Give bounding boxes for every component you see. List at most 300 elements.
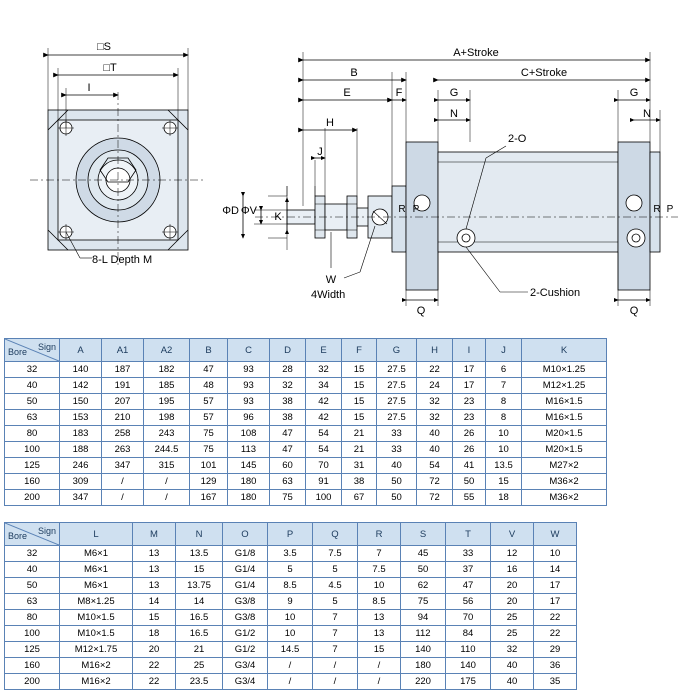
cell-g: 27.5 (377, 362, 417, 378)
cell-f: 38 (342, 474, 377, 490)
column-header-h: H (417, 339, 453, 362)
cell-a1: 187 (102, 362, 144, 378)
cell-m: 15 (133, 610, 176, 626)
cell-s: 50 (401, 562, 446, 578)
cell-e: 32 (306, 362, 342, 378)
cell-j: 15 (486, 474, 522, 490)
table-row (5, 658, 577, 674)
label-p-right: P (666, 204, 674, 215)
table-row (5, 546, 577, 562)
column-header-n: N (176, 523, 223, 546)
bore-value: 40 (5, 562, 60, 578)
cell-a1: / (102, 474, 144, 490)
cell-q: 7 (313, 642, 358, 658)
cell-f: 21 (342, 426, 377, 442)
cell-t: 175 (446, 674, 491, 690)
cell-m: 18 (133, 626, 176, 642)
cell-i: 17 (453, 362, 486, 378)
column-header-t: T (446, 523, 491, 546)
table-row (5, 642, 577, 658)
cell-n: 13.75 (176, 578, 223, 594)
cell-a: 140 (60, 362, 102, 378)
column-header-w: W (534, 523, 577, 546)
cell-o: G1/2 (223, 626, 268, 642)
label-e: E (343, 87, 351, 99)
column-header-v: V (491, 523, 534, 546)
cell-j: 8 (486, 410, 522, 426)
dimension-table-1 (4, 338, 607, 506)
cell-j: 7 (486, 378, 522, 394)
bore-value: 160 (5, 658, 60, 674)
cell-r: 10 (358, 578, 401, 594)
cell-e: 100 (306, 490, 342, 506)
cell-p: / (268, 658, 313, 674)
column-header-m: M (133, 523, 176, 546)
cell-a2: / (144, 490, 190, 506)
cell-h: 22 (417, 362, 453, 378)
cell-s: 94 (401, 610, 446, 626)
cell-m: 13 (133, 546, 176, 562)
cell-o: G1/4 (223, 562, 268, 578)
table-row (5, 490, 607, 506)
cell-a: 153 (60, 410, 102, 426)
table-row (5, 578, 577, 594)
cell-a1: 207 (102, 394, 144, 410)
column-header-e: E (306, 339, 342, 362)
cell-a: 188 (60, 442, 102, 458)
cell-p: 8.5 (268, 578, 313, 594)
dimension-table-1-wrap (4, 338, 607, 506)
table2-corner-sign: Sign (37, 526, 56, 536)
cell-i: 26 (453, 426, 486, 442)
cell-n: 13.5 (176, 546, 223, 562)
cell-d: 75 (270, 490, 306, 506)
bore-value: 80 (5, 610, 60, 626)
cell-q: 5 (313, 562, 358, 578)
dimension-table-2-wrap (4, 522, 577, 690)
cell-a2: 198 (144, 410, 190, 426)
column-header-o: O (223, 523, 268, 546)
cell-q: 7 (313, 610, 358, 626)
column-header-a2: A2 (144, 339, 190, 362)
cell-m: 22 (133, 674, 176, 690)
cell-c: 93 (228, 362, 270, 378)
cell-n: 25 (176, 658, 223, 674)
cell-s: 112 (401, 626, 446, 642)
cell-c: 180 (228, 474, 270, 490)
bore-value: 32 (5, 362, 60, 378)
cell-d: 47 (270, 426, 306, 442)
cell-h: 40 (417, 426, 453, 442)
cell-w: 17 (534, 578, 577, 594)
cell-l: M10×1.5 (60, 626, 133, 642)
cell-o: G3/8 (223, 594, 268, 610)
table-row (5, 562, 577, 578)
cell-g: 27.5 (377, 394, 417, 410)
cell-a2: 185 (144, 378, 190, 394)
cell-g: 33 (377, 442, 417, 458)
cell-w: 36 (534, 658, 577, 674)
cell-a1: 191 (102, 378, 144, 394)
cell-i: 23 (453, 394, 486, 410)
table-row (5, 594, 577, 610)
cell-q: / (313, 658, 358, 674)
cell-n: 23.5 (176, 674, 223, 690)
cell-l: M16×2 (60, 674, 133, 690)
cell-l: M12×1.75 (60, 642, 133, 658)
cell-l: M6×1 (60, 546, 133, 562)
cell-f: 21 (342, 442, 377, 458)
cell-b: 48 (190, 378, 228, 394)
cell-a: 142 (60, 378, 102, 394)
bore-value: 100 (5, 442, 60, 458)
label-q-left: Q (416, 305, 426, 317)
cell-i: 55 (453, 490, 486, 506)
table-row (5, 610, 577, 626)
cell-n: 16.5 (176, 626, 223, 642)
cell-p: 10 (268, 610, 313, 626)
cell-n: 21 (176, 642, 223, 658)
cell-a: 150 (60, 394, 102, 410)
label-2-o: 2-O (508, 133, 527, 145)
cell-h: 24 (417, 378, 453, 394)
column-header-a1: A1 (102, 339, 144, 362)
cell-e: 42 (306, 394, 342, 410)
cell-t: 56 (446, 594, 491, 610)
cell-r: 15 (358, 642, 401, 658)
cell-f: 15 (342, 362, 377, 378)
table-row (5, 410, 607, 426)
cell-s: 220 (401, 674, 446, 690)
cell-o: G1/2 (223, 642, 268, 658)
cell-q: 7.5 (313, 546, 358, 562)
cell-e: 70 (306, 458, 342, 474)
cell-h: 54 (417, 458, 453, 474)
cell-q: / (313, 674, 358, 690)
cell-a2: 315 (144, 458, 190, 474)
label-square-s: □S (97, 41, 111, 53)
table-header-row (5, 523, 577, 546)
cell-d: 47 (270, 442, 306, 458)
cell-k: M36×2 (522, 490, 607, 506)
cell-m: 22 (133, 658, 176, 674)
column-header-i: I (453, 339, 486, 362)
cell-a: 347 (60, 490, 102, 506)
cell-v: 25 (491, 610, 534, 626)
cell-v: 40 (491, 674, 534, 690)
bore-value: 63 (5, 594, 60, 610)
cell-c: 93 (228, 378, 270, 394)
cell-k: M16×1.5 (522, 410, 607, 426)
table-row (5, 378, 607, 394)
cell-b: 47 (190, 362, 228, 378)
cell-i: 23 (453, 410, 486, 426)
cell-f: 31 (342, 458, 377, 474)
cell-w: 17 (534, 594, 577, 610)
label-q-right: Q (629, 305, 639, 317)
cell-r: 8.5 (358, 594, 401, 610)
cell-k: M20×1.5 (522, 426, 607, 442)
cell-f: 15 (342, 394, 377, 410)
cell-l: M8×1.25 (60, 594, 133, 610)
cell-a2: 182 (144, 362, 190, 378)
cell-d: 32 (270, 378, 306, 394)
cell-t: 84 (446, 626, 491, 642)
cell-k: M10×1.25 (522, 362, 607, 378)
cell-s: 180 (401, 658, 446, 674)
column-header-c: C (228, 339, 270, 362)
bore-value: 160 (5, 474, 60, 490)
cell-j: 10 (486, 442, 522, 458)
cell-i: 26 (453, 442, 486, 458)
label-phi-d: ΦD (222, 205, 239, 217)
column-header-j: J (486, 339, 522, 362)
cell-p: / (268, 674, 313, 690)
label-c-stroke: C+Stroke (520, 67, 568, 79)
cell-g: 50 (377, 474, 417, 490)
cell-q: 4.5 (313, 578, 358, 594)
cell-v: 25 (491, 626, 534, 642)
cell-n: 16.5 (176, 610, 223, 626)
cell-t: 110 (446, 642, 491, 658)
cell-d: 63 (270, 474, 306, 490)
bore-value: 63 (5, 410, 60, 426)
cell-j: 10 (486, 426, 522, 442)
cell-j: 13.5 (486, 458, 522, 474)
cell-o: G1/4 (223, 578, 268, 594)
cell-p: 5 (268, 562, 313, 578)
cell-w: 22 (534, 610, 577, 626)
cell-f: 15 (342, 378, 377, 394)
cell-p: 3.5 (268, 546, 313, 562)
cell-v: 20 (491, 594, 534, 610)
cell-t: 70 (446, 610, 491, 626)
cell-a: 183 (60, 426, 102, 442)
cell-r: / (358, 674, 401, 690)
cell-l: M10×1.5 (60, 610, 133, 626)
label-g-left: G (449, 87, 459, 99)
cell-a2: / (144, 474, 190, 490)
cell-w: 14 (534, 562, 577, 578)
bore-value: 100 (5, 626, 60, 642)
cell-d: 38 (270, 410, 306, 426)
table-row (5, 674, 577, 690)
cell-k: M36×2 (522, 474, 607, 490)
cell-a2: 244.5 (144, 442, 190, 458)
column-header-b: B (190, 339, 228, 362)
label-r-right: R (653, 204, 661, 215)
cell-m: 20 (133, 642, 176, 658)
table-row (5, 458, 607, 474)
bore-value: 50 (5, 578, 60, 594)
cell-l: M16×2 (60, 658, 133, 674)
cell-b: 75 (190, 426, 228, 442)
cell-b: 57 (190, 410, 228, 426)
cell-l: M6×1 (60, 578, 133, 594)
cell-e: 34 (306, 378, 342, 394)
table-row (5, 362, 607, 378)
cell-e: 54 (306, 442, 342, 458)
cell-o: G3/8 (223, 610, 268, 626)
column-header-g: G (377, 339, 417, 362)
cell-t: 47 (446, 578, 491, 594)
cell-l: M6×1 (60, 562, 133, 578)
cell-i: 41 (453, 458, 486, 474)
bore-value: 32 (5, 546, 60, 562)
cell-c: 180 (228, 490, 270, 506)
cell-p: 10 (268, 626, 313, 642)
cell-a1: 210 (102, 410, 144, 426)
table1-corner-bore: Bore (8, 347, 28, 357)
bore-value: 125 (5, 642, 60, 658)
label-g-right: G (629, 87, 639, 99)
cell-w: 29 (534, 642, 577, 658)
cell-r: / (358, 658, 401, 674)
cell-t: 37 (446, 562, 491, 578)
cell-k: M27×2 (522, 458, 607, 474)
cell-g: 33 (377, 426, 417, 442)
cell-s: 140 (401, 642, 446, 658)
label-4width: 4Width (311, 289, 346, 301)
cell-n: 15 (176, 562, 223, 578)
cell-b: 167 (190, 490, 228, 506)
cell-c: 108 (228, 426, 270, 442)
cell-w: 22 (534, 626, 577, 642)
column-header-r: R (358, 523, 401, 546)
bore-value: 40 (5, 378, 60, 394)
bore-value: 200 (5, 674, 60, 690)
cell-e: 91 (306, 474, 342, 490)
cell-v: 20 (491, 578, 534, 594)
cell-r: 13 (358, 610, 401, 626)
cell-p: 14.5 (268, 642, 313, 658)
cell-a1: 258 (102, 426, 144, 442)
cell-c: 96 (228, 410, 270, 426)
cell-r: 13 (358, 626, 401, 642)
label-r-left: R (398, 204, 406, 215)
label-square-t: □T (103, 62, 117, 74)
cell-a: 309 (60, 474, 102, 490)
table-header-row (5, 339, 607, 362)
cell-e: 42 (306, 410, 342, 426)
drawing-svg (0, 0, 700, 320)
column-header-k: K (522, 339, 607, 362)
cell-a1: 347 (102, 458, 144, 474)
table2-corner-bore: Bore (8, 531, 28, 541)
table-row (5, 394, 607, 410)
label-n-right: N (643, 108, 651, 120)
table-row (5, 626, 577, 642)
cell-v: 32 (491, 642, 534, 658)
cell-b: 57 (190, 394, 228, 410)
cell-a2: 195 (144, 394, 190, 410)
label-k: K (274, 211, 282, 223)
technical-drawing (0, 0, 700, 320)
cell-q: 7 (313, 626, 358, 642)
cell-j: 6 (486, 362, 522, 378)
cell-j: 8 (486, 394, 522, 410)
cell-i: 17 (453, 378, 486, 394)
cell-v: 40 (491, 658, 534, 674)
cell-h: 72 (417, 474, 453, 490)
label-n-left: N (450, 108, 458, 120)
cell-s: 62 (401, 578, 446, 594)
dimension-table-2 (4, 522, 577, 690)
cell-r: 7.5 (358, 562, 401, 578)
cell-b: 129 (190, 474, 228, 490)
column-header-s: S (401, 523, 446, 546)
cell-h: 72 (417, 490, 453, 506)
label-p-left: P (412, 204, 420, 215)
table2-corner-cell (5, 523, 60, 546)
cell-k: M20×1.5 (522, 442, 607, 458)
column-header-a: A (60, 339, 102, 362)
table-row (5, 442, 607, 458)
cell-c: 113 (228, 442, 270, 458)
cell-s: 75 (401, 594, 446, 610)
cell-g: 50 (377, 490, 417, 506)
cell-c: 93 (228, 394, 270, 410)
cell-o: G3/4 (223, 658, 268, 674)
cell-f: 67 (342, 490, 377, 506)
cell-t: 140 (446, 658, 491, 674)
cell-h: 32 (417, 410, 453, 426)
cell-m: 13 (133, 578, 176, 594)
cell-d: 28 (270, 362, 306, 378)
label-h: H (326, 117, 334, 129)
cell-f: 15 (342, 410, 377, 426)
column-header-f: F (342, 339, 377, 362)
cell-a: 246 (60, 458, 102, 474)
bore-value: 80 (5, 426, 60, 442)
cell-s: 45 (401, 546, 446, 562)
label-a-stroke: A+Stroke (453, 47, 499, 59)
cell-b: 101 (190, 458, 228, 474)
cell-b: 75 (190, 442, 228, 458)
cell-g: 27.5 (377, 378, 417, 394)
table1-corner-cell (5, 339, 60, 362)
label-b: B (350, 67, 358, 79)
cell-t: 33 (446, 546, 491, 562)
cell-a2: 243 (144, 426, 190, 442)
column-header-l: L (60, 523, 133, 546)
label-j: J (317, 146, 323, 158)
table-row (5, 426, 607, 442)
column-header-d: D (270, 339, 306, 362)
table1-corner-sign: Sign (37, 342, 56, 352)
cell-m: 13 (133, 562, 176, 578)
label-w: W (325, 274, 337, 286)
label-phi-v: ΦV (240, 205, 257, 217)
cell-w: 10 (534, 546, 577, 562)
cell-k: M16×1.5 (522, 394, 607, 410)
cell-e: 54 (306, 426, 342, 442)
cell-o: G3/4 (223, 674, 268, 690)
cell-a1: / (102, 490, 144, 506)
cell-q: 5 (313, 594, 358, 610)
cell-v: 16 (491, 562, 534, 578)
cell-h: 32 (417, 394, 453, 410)
bore-value: 50 (5, 394, 60, 410)
cell-c: 145 (228, 458, 270, 474)
label-f: F (395, 87, 403, 99)
column-header-p: P (268, 523, 313, 546)
cell-g: 27.5 (377, 410, 417, 426)
cell-n: 14 (176, 594, 223, 610)
cell-i: 50 (453, 474, 486, 490)
label-hole-note: 8-L Depth M (92, 254, 153, 266)
bore-value: 125 (5, 458, 60, 474)
